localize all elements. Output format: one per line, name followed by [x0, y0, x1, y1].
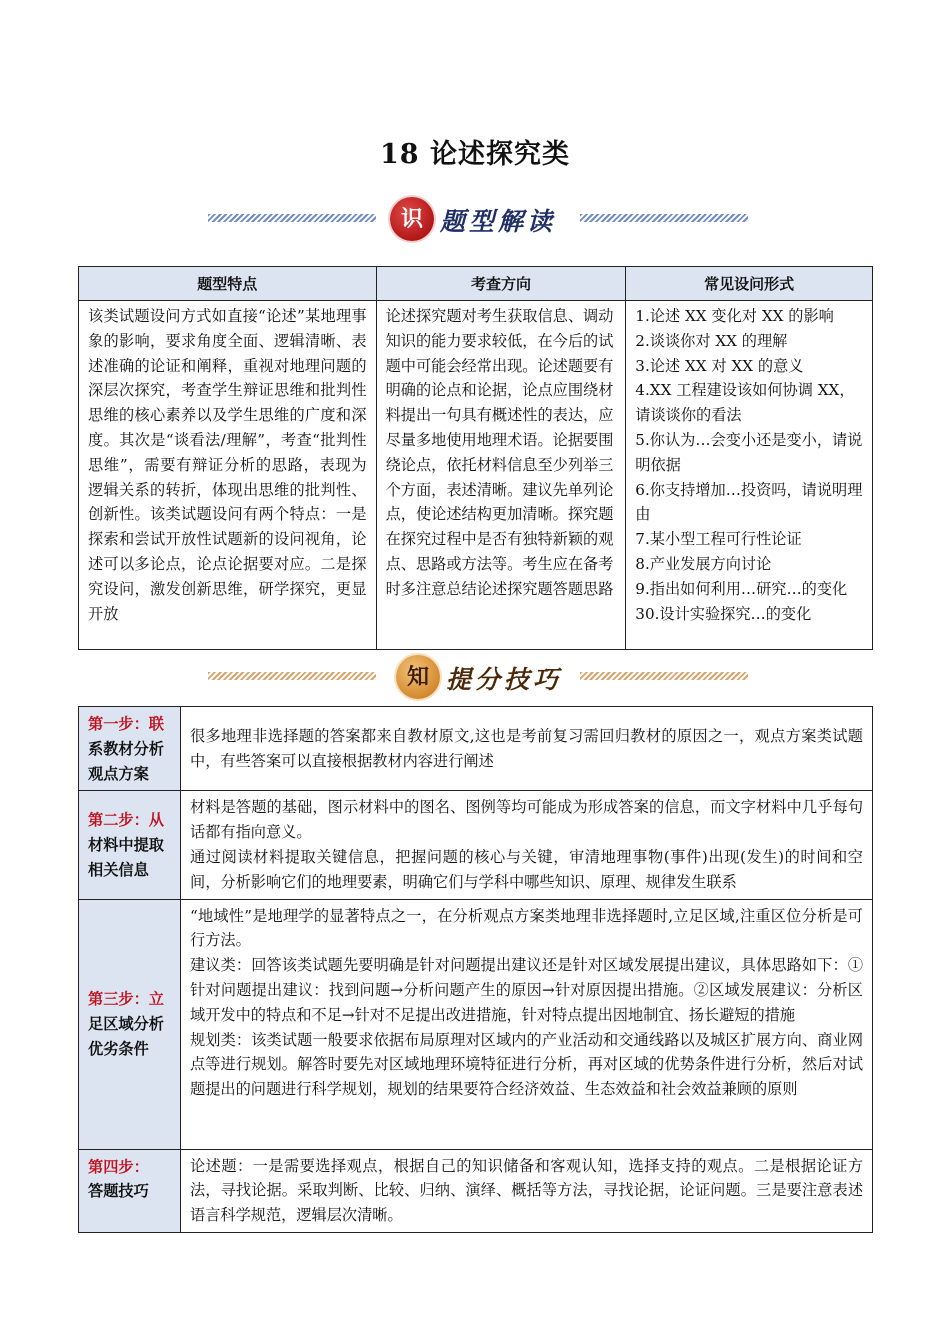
list-item: 7.某小型工程可行性论证 [635, 530, 802, 549]
seal-icon: 知 [396, 655, 440, 699]
list-item: 1.论述 XX 变化对 XX 的影响 [635, 307, 834, 325]
table-row [79, 707, 873, 791]
step-title: 答题技巧 [88, 1182, 149, 1201]
features-cell: 该类试题设问方式如直接“论述”某地理事象的影响，要求角度全面、逻辑清晰、表述准确的论证和阐释，重视对地理问题的深层次探究，考查学生辩证思维和批判性思维的核心素养以及学生思维的广度和深度。其次是“谈看法/理解”，考查“批判性思维”，需要有辩证分析的思路，表现为逻辑关系的转折，体现出思维的批判性、创新性。该类试题设问有两个特点：一是探索和尝试开放性试题新的设问视角，论述可以多论点，论点论据要对应。二是探究设问，激发创新思维，研学探究，更显开放 [79, 301, 377, 650]
banner-title: 提分技巧 [446, 665, 563, 694]
tips-table [78, 706, 873, 1233]
seal-icon: 识 [390, 197, 434, 241]
banner-stripe-left [208, 214, 376, 222]
list-item: 2.谈谈你对 XX 的理解 [635, 331, 788, 350]
step-content [181, 791, 873, 899]
step-content [181, 1149, 873, 1232]
paragraph: 材料是答题的基础，图示材料中的图名、图例等均可能成为形成答案的信息，而文字材料中几乎每句话都有指向意义。 [190, 798, 863, 842]
step-prefix-tail: 立 [148, 990, 164, 1009]
paragraph: “地域性”是地理学的显著特点之一，在分析观点方案类地理非选择题时,立足区域,注重区位分析是可行方法。 [190, 906, 863, 950]
banner-stripe-right [580, 672, 748, 680]
list-item: 6.你支持增加…投资吗，请说明理由 [635, 480, 863, 524]
paragraph: 很多地理非选择题的答案都来自教材原文,这也是考前复习需回归教材的原因之一，观点方案类试题中，有些答案可以直接根据教材内容进行阐述 [190, 726, 863, 770]
list-item: 4.XX 工程建设该如何协调 XX，请谈谈你的看法 [635, 381, 855, 425]
step-prefix: 第一步： [88, 715, 149, 733]
step-title: 系教材分析观点方案 [88, 739, 164, 783]
table-row [79, 301, 873, 650]
paragraph: 通过阅读材料提取关键信息，把握问题的核心与关键，审清地理事物(事件)出现(发生)的时间和空间，分析影响它们的地理要素，明确它们与学科中哪些知识、原理、规律发生联系 [190, 847, 863, 891]
header-direction: 考查方向 [376, 267, 626, 301]
header-question-forms: 常见设问形式 [626, 267, 873, 301]
step-content [181, 899, 873, 1149]
banner-title: 题型解读 [440, 207, 557, 236]
step-content [181, 707, 873, 791]
page-title: 18 论述探究类 [380, 139, 570, 170]
banner-stripe-left [208, 672, 376, 680]
step-label [79, 899, 181, 1149]
list-item: 8.产业发展方向讨论 [635, 554, 772, 573]
step-prefix: 第二步： [88, 811, 149, 830]
paragraph: 建议类：回答该类试题先要明确是针对问题提出建议还是针对区域发展提出建议，具体思路如下：①针对问题提出建议：找到问题→分析问题产生的原因→针对原因提出措施。②区域发展建议：分析区域开发中的特点和不足→针对不足提出改进措施，针对特点提出因地制宜、扬长避短的措施 [190, 956, 863, 1024]
step-label [79, 1149, 181, 1232]
section-banner-question-type [0, 194, 950, 244]
section-banner-tips [0, 652, 950, 702]
table-header-row [79, 267, 873, 301]
step-label [79, 791, 181, 899]
step-title: 足区域分析优劣条件 [88, 1015, 164, 1058]
list-item: 9.指出如何利用…研究…的变化 [635, 579, 848, 598]
step-prefix: 第三步： [88, 990, 149, 1009]
list-item: 3.论述 XX 对 XX 的意义 [635, 356, 804, 375]
list-item: 5.你认为…会变小还是变小，请说明依据 [635, 430, 863, 474]
paragraph: 论述题：一是需要选择观点，根据自己的知识储备和客观认知，选择支持的观点。二是根据论证方法，寻找论据。采取判断、比较、归纳、演绎、概括等方法，寻找论据，论证问题。三是要注意表述语言科学规范，逻辑层次清晰。 [190, 1156, 863, 1225]
table-row [79, 1149, 873, 1232]
header-features: 题型特点 [79, 267, 377, 301]
table-row [79, 899, 873, 1149]
step-prefix-tail: 从 [148, 811, 164, 830]
step-title: 材料中提取相关信息 [88, 836, 164, 879]
paragraph: 规划类：该类试题一般要求依据布局原理对区域内的产业活动和交通线路以及城区扩展方向、商业网点等进行规划。解答时要先对区域地理环境特征进行分析，再对区域的优势条件进行分析，然后对试题提出的问题进行科学规划，规划的结果要符合经济效益、生态效益和社会效益兼顾的原则 [190, 1030, 863, 1099]
list-item: 30.设计实验探究…的变化 [635, 604, 812, 623]
question-forms-cell [626, 301, 873, 650]
table-row [79, 791, 873, 899]
step-prefix-tail: 联 [148, 715, 164, 733]
question-type-table [78, 266, 873, 650]
step-label [79, 707, 181, 791]
step-prefix: 第四步： [88, 1157, 149, 1176]
direction-cell: 论述探究题对考生获取信息、调动知识的能力要求较低，在今后的试题中可能会经常出现。论述题要有明确的论点和论据，论点应围绕材料提出一句具有概述性的表达，应尽量多地使用地理术语。论据要围绕论点，依托材料信息至少列举三个方面，表述清晰。建议先单列论点，使论述结构更加清晰。探究题在探究过程中是否有独特新颖的观点、思路或方法等。考生应在备考时多注意总结论述探究题答题思路 [376, 301, 626, 650]
banner-stripe-right [580, 214, 748, 222]
